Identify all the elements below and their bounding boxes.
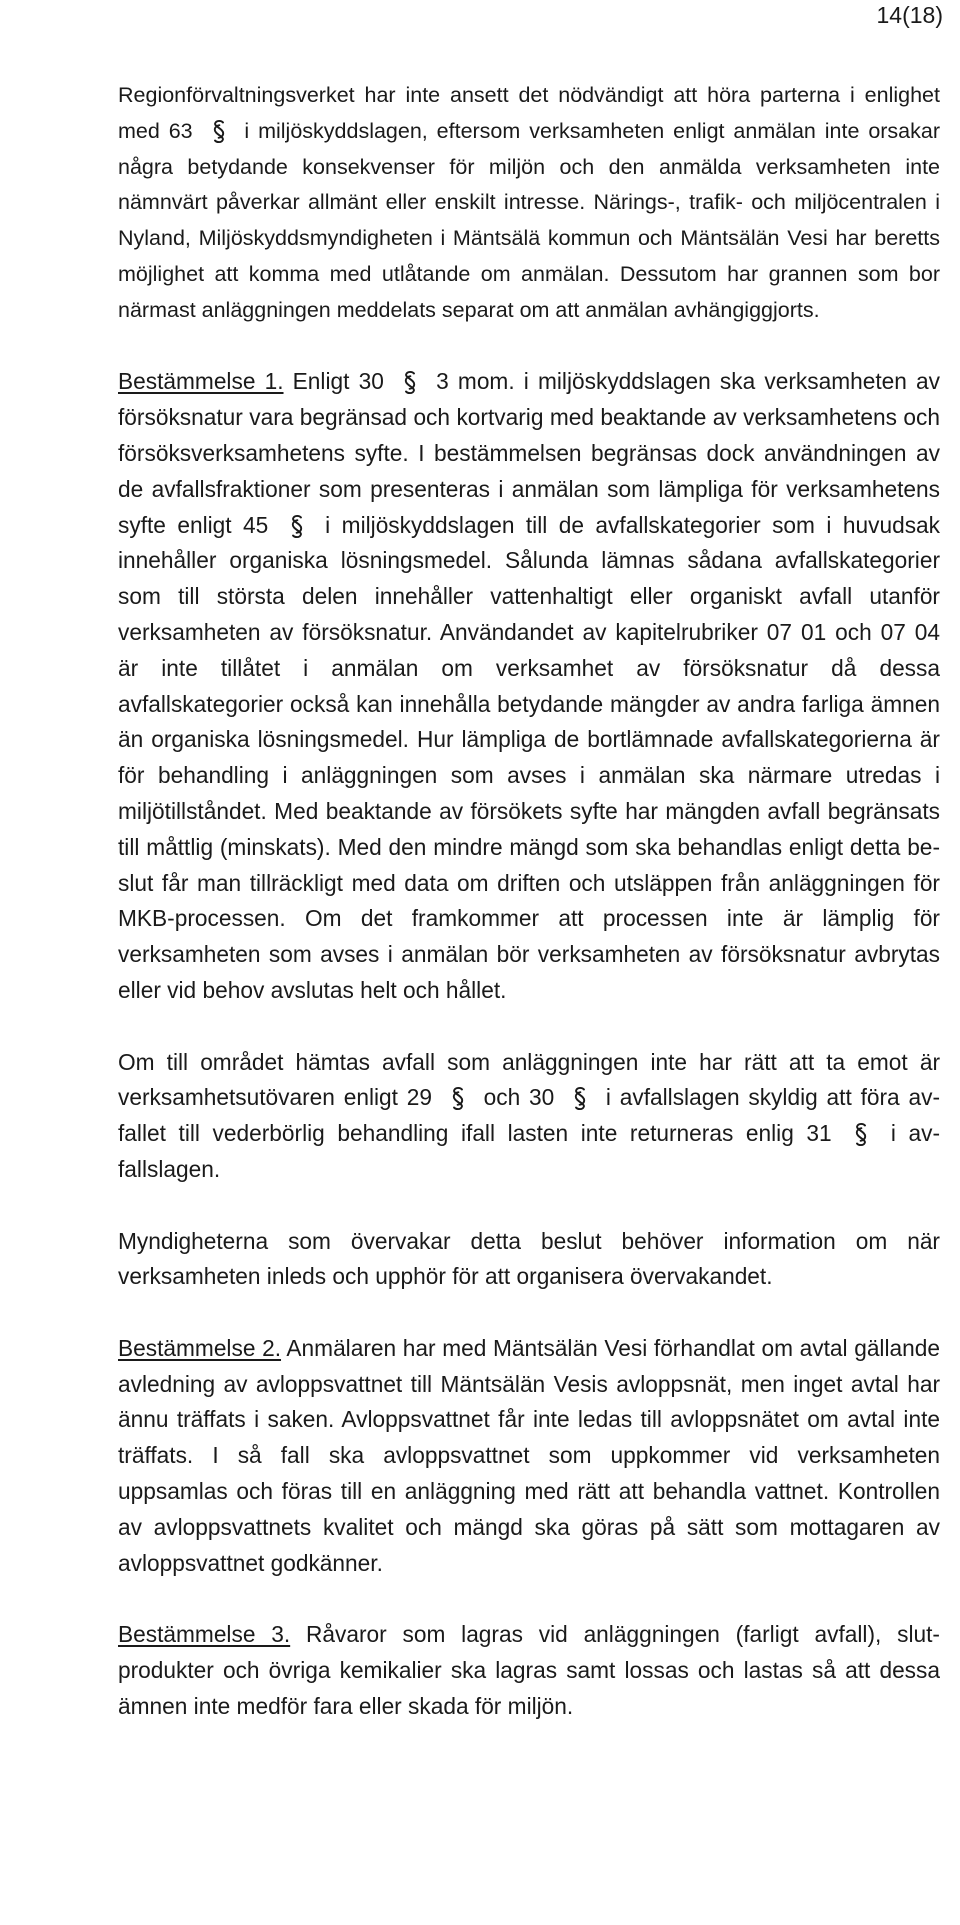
section-sign-icon [282, 513, 312, 540]
paragraph-text: i avfallslagen skyldig att föra avfallet till vederbörlig behandling ifall lasten inte returneras enlig 31 [118, 1084, 941, 1147]
paragraph-text: Enligt 30 [283, 368, 393, 395]
paragraph-spacer [118, 1295, 940, 1331]
paragraph-text: Myndigheterna som övervakar detta beslut behöver information om när verksamheten inleds och upphör för att organisera övervakandet. [118, 1227, 940, 1290]
paragraph-text: Regionförvaltningsverket har inte ansett det nödvändigt att höra parterna i enlighet med 63 [118, 83, 940, 143]
paragraph-text: och 30 [474, 1084, 564, 1111]
section-sign-icon [395, 369, 425, 396]
provision-heading: Bestämmelse 2. [118, 1334, 282, 1361]
section-sign-icon [443, 1085, 473, 1112]
provision-heading: Bestämmelse 1. [118, 368, 284, 395]
paragraph-text: 3 mom. i miljöskyddslagen ska verksamheten av försöksnatur vara begränsad och kortvarig med beaktande av verksamhetens och försöksverksamhetens syfte. I bestämmelsen begränsas dock användningen av de avfallsfraktioner som presenteras i anmälan som lämpliga för verksamhetens syfte enligt 45 [118, 368, 940, 538]
paragraph-spacer [118, 1581, 940, 1617]
paragraph [118, 1617, 940, 1724]
section-sign-icon [204, 118, 234, 145]
paragraph-text: i avfallslagen. [118, 1120, 940, 1182]
document-body [118, 78, 940, 1725]
paragraph-text: i miljöskyddslagen till de avfallskategorier som i huvudsak innehåller organiska lösningsmedel. Sålunda lämnas sådana avfallskategorier som till största delen innehåller vattenhaltigt eller organiskt avfall utanför verksamheten av försöksnatur. Användandet av kapitelrubriker 07 01 och 07 04 är inte tillåtet i anmälan om verksamhet av försöksnatur då dessa avfallskategorier också kan innehålla betydande mängder av andra farliga ämnen än organiska lösningsmedel. Hur lämpliga de bortlämnade avfallskategorierna är för behandling i anläggningen som avses i anmälan ska närmare utredas i miljötillståndet. Med beaktande av försökets syfte har mängden avfall begränsats till måttlig (minskats). Med den mindre mängd som ska behandlas enligt detta beslut får man tillräckligt med data om driften och utsläppen från anläggningen för MKB-processen. Om det framkommer att processen inte är lämplig för verksamheten som avses i anmälan bör verksamheten av försöksnatur avbrytas eller vid behov avslutas helt och hållet. [118, 511, 940, 1003]
paragraph-text: Om till området hämtas avfall som anläggningen inte har rätt att ta emot är verksamhetsutövaren enligt 29 [118, 1048, 940, 1111]
section-sign-icon [565, 1085, 595, 1112]
paragraph-text: i miljöskyddslagen, eftersom verksamheten enligt anmälan inte orsakar några betydande konsekvenser för miljön och den anmälda verksamheten inte nämnvärt påverkar allmänt eller enskilt intresse. Närings-, trafik- och miljöcentralen i Nyland, Miljöskyddsmyndigheten i Mäntsälä kommun och Mäntsälän Vesi har beretts möjlighet att komma med utlåtande om anmälan. Dessutom har grannen som bor närmast anläggningen meddelats separat om att anmälan avhängiggjorts. [118, 118, 941, 322]
paragraph-spacer [118, 1009, 940, 1045]
provision-heading: Bestämmelse 3. [118, 1621, 291, 1648]
paragraph [118, 78, 940, 329]
paragraph-text: Råvaror som lagras vid anläggningen (farligt avfall), slutprodukter och övriga kemikalier ska lagras samt lossas och lastas så att dessa ämnen inte medför fara eller skada för miljön. [118, 1621, 940, 1719]
paragraph [118, 1045, 940, 1188]
paragraph [118, 364, 940, 1008]
paragraph-text: Anmälaren har med Mäntsälän Vesi förhandlat om avtal gällande avledning av avloppsvattnet till Mäntsälän Vesis avloppsnät, men inget avtal har ännu träffats i saken. Avloppsvattnet får inte ledas till avloppsnätet om avtal inte träffats. I så fall ska avloppsvattnet som uppkommer vid verksamheten uppsamlas och föras till en anläggning med rätt att behandla vattnet. Kontrollen av avloppsvattnets kvalitet och mängd ska göras på sätt som mottagaren av avloppsvattnet godkänner. [118, 1334, 940, 1576]
paragraph-spacer [118, 329, 940, 365]
paragraph-spacer [118, 1188, 940, 1224]
paragraph [118, 1331, 940, 1582]
page-number: 14(18) [876, 2, 943, 28]
paragraph [118, 1224, 940, 1296]
section-sign-icon [846, 1121, 876, 1148]
